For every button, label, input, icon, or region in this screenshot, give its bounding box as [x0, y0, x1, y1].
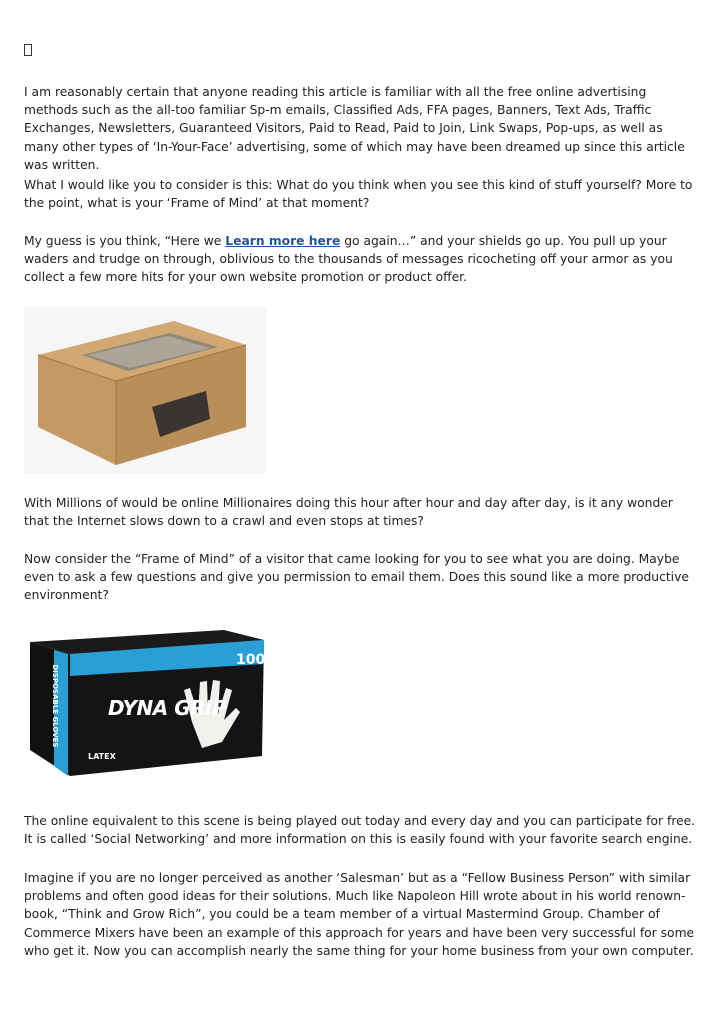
learn-more-link[interactable]: Learn more here [225, 234, 341, 248]
paragraph-5: Now consider the “Frame of Mind” of a visitor that came looking for you to see what you are doing. Maybe even to ask a few questions and give you permission to email them. Does this sound like a more productive environment? [24, 552, 689, 603]
paragraph-2: What I would like you to consider is this: What do you think when you see this kind of stuff yourself? More to the point, what is your ‘Frame of Mind’ at that moment? [24, 178, 693, 211]
gloves-side-text: DISPOSABLE GLOVES [51, 664, 59, 748]
paragraph-3-start: My guess is you think, “Here we [24, 234, 226, 248]
paragraph-3-end: go again…” and your shields go up. You pull up your waders and trudge on through, oblivious to the thousands of messages ricocheting off your armor as you collect a few more hits for your own website promotion or product offer. [24, 234, 673, 285]
paragraph-1: I am reasonably certain that anyone reading this article is familiar with all the free online advertising methods such as the all-too familiar Sp-m emails, Classified Ads, FFA pages, Banners, Text Ads, Traffic Exchanges, Newsletters, Guaranteed Visitors, Paid to Read, Paid to Join, Link Swaps, Pop-ups, as well as many other types of ‘In-Your-Face’ advertising, some of which may have been dreamed up since this article was written. [24, 85, 685, 172]
missing-glyph-icon [24, 44, 32, 56]
paragraph-7: Imagine if you are no longer perceived as another ‘Salesman’ but as a “Fellow Business Person” with similar problems and often good ideas for their solutions. Much like Napoleon Hill wrote about in his world renown-book, “Think and Grow Rich”, you could be a team member of a virtual Mastermind Group. Chamber of Commerce Mixers have been an example of this approach for years and have been very successful for some who get it. Now you can accomplish nearly the same thing for your home business from your own computer. [24, 871, 695, 958]
paragraph-4: With Millions of would be online Millionaires doing this hour after hour and day after day, is it any wonder that the Internet slows down to a crawl and even stops at times? [24, 496, 673, 529]
gloves-box-image [24, 630, 264, 778]
paragraph-6: The online equivalent to this scene is being played out today and every day and you can participate for free. It is called ‘Social Networking’ and more information on this is easily found with your favorite search engine. [24, 814, 696, 847]
paragraph-3 [24, 232, 698, 287]
kraft-box-image [24, 307, 266, 473]
gloves-brand: DYNA GRIP [108, 696, 227, 720]
gloves-material: LATEX [88, 752, 116, 761]
kraft-box-illustration [24, 307, 266, 473]
gloves-count: 100 [236, 652, 266, 668]
